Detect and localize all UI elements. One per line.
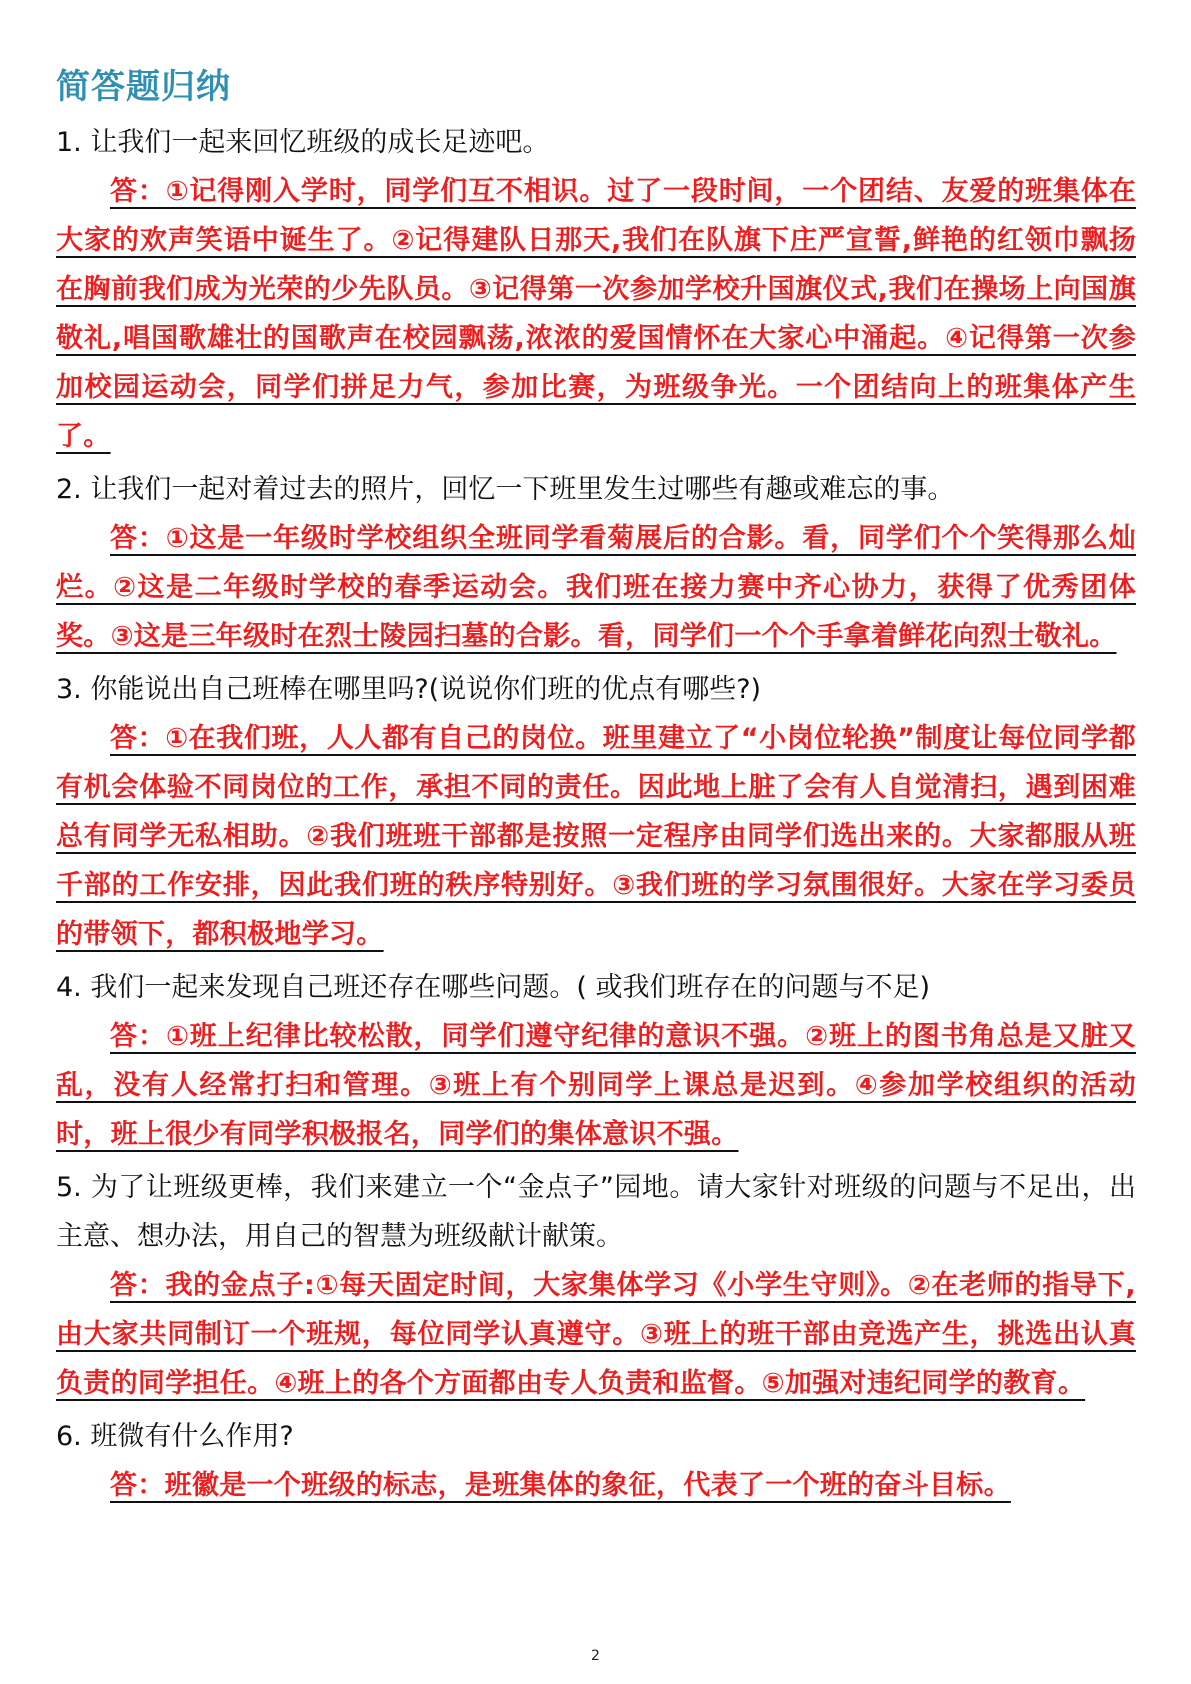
- answer-2-text: 答：①这是一年级时学校组织全班同学看菊展后的合影。看，同学们个个笑得那么灿烂。②这是二年级时学校的春季运动会。我们班在接力赛中齐心协力，获得了优秀团体奖。③这是三年级时在烈士陵园扫墓的合影。看，同学们一个个手拿着鲜花向烈士敬礼。: [56, 523, 1136, 652]
- answer-4: [56, 1012, 1136, 1159]
- question-3: 3. 你能说出自己班棒在哪里吗?(说说你们班的优点有哪些?): [56, 674, 762, 705]
- answer-1: [56, 167, 1136, 461]
- qa-list: [56, 118, 1136, 1514]
- qa-item-6: [56, 1412, 1136, 1510]
- qa-item-4: [56, 963, 1136, 1159]
- answer-1-text: 答：①记得刚入学时，同学们互不相识。过了一段时间，一个团结、友爱的班集体在大家的欢声笑语中诞生了。②记得建队日那天,我们在队旗下庄严宣誓,鲜艳的红领巾飘扬在胸前我们成为光荣的少先队员。③记得第一次参加学校升国旗仪式,我们在操场上向国旗敬礼,唱国歌雄壮的国歌声在校园飘荡,浓浓的爱国情怀在大家心中涌起。④记得第一次参加校园运动会，同学们拼足力气，参加比赛，为班级争光。一个团结向上的班集体产生了。: [56, 176, 1136, 452]
- answer-3-text: 答：①在我们班，人人都有自己的岗位。班里建立了“小岗位轮换”制度让每位同学都有机会体验不同岗位的工作，承担不同的责任。因此地上脏了会有人自觉清扫，遇到困难总有同学无私相助。②我们班班干部都是按照一定程序由同学们选出来的。大家都服从班千部的工作安排，因此我们班的秩序特别好。③我们班的学习氛围很好。大家在学习委员的带领下，都积极地学习。: [56, 723, 1136, 950]
- answer-2: [56, 514, 1136, 661]
- qa-item-1: [56, 118, 1136, 461]
- answer-5-text: 答：我的金点子:①每天固定时间，大家集体学习《小学生守则》。②在老师的指导下,由大家共同制订一个班规，每位同学认真遵守。③班上的班干部由竞选产生，挑选出认真负责的同学担任。④班上的各个方面都由专人负责和监督。⑤加强对违纪同学的教育。: [56, 1270, 1136, 1399]
- question-6: 6. 班微有什么作用?: [56, 1421, 294, 1452]
- qa-item-2: [56, 465, 1136, 661]
- question-4: 4. 我们一起来发现自己班还存在哪些问题。( 或我们班存在的问题与不足): [56, 972, 930, 1003]
- answer-4-text: 答：①班上纪律比较松散，同学们遵守纪律的意识不强。②班上的图书角总是又脏又乱，没有人经常打扫和管理。③班上有个别同学上课总是迟到。④参加学校组织的活动时，班上很少有同学积极报名，同学们的集体意识不强。: [56, 1021, 1136, 1150]
- question-1: 1. 让我们一起来回忆班级的成长足迹吧。: [56, 127, 550, 158]
- qa-item-5: [56, 1163, 1136, 1408]
- qa-item-3: [56, 665, 1136, 959]
- page-title: 简答题归纳: [56, 67, 231, 107]
- page-number: 2: [591, 1648, 600, 1664]
- answer-6-text: 答：班徽是一个班级的标志，是班集体的象征，代表了一个班的奋斗目标。: [110, 1470, 1011, 1501]
- answer-5: [56, 1261, 1136, 1408]
- answer-6: [56, 1461, 1136, 1510]
- question-5: 5. 为了让班级更棒，我们来建立一个“金点子”园地。请大家针对班级的问题与不足出，出主意、想办法，用自己的智慧为班级献计献策。: [56, 1172, 1136, 1252]
- question-2: 2. 让我们一起对着过去的照片，回忆一下班里发生过哪些有趣或难忘的事。: [56, 474, 955, 505]
- answer-3: [56, 714, 1136, 959]
